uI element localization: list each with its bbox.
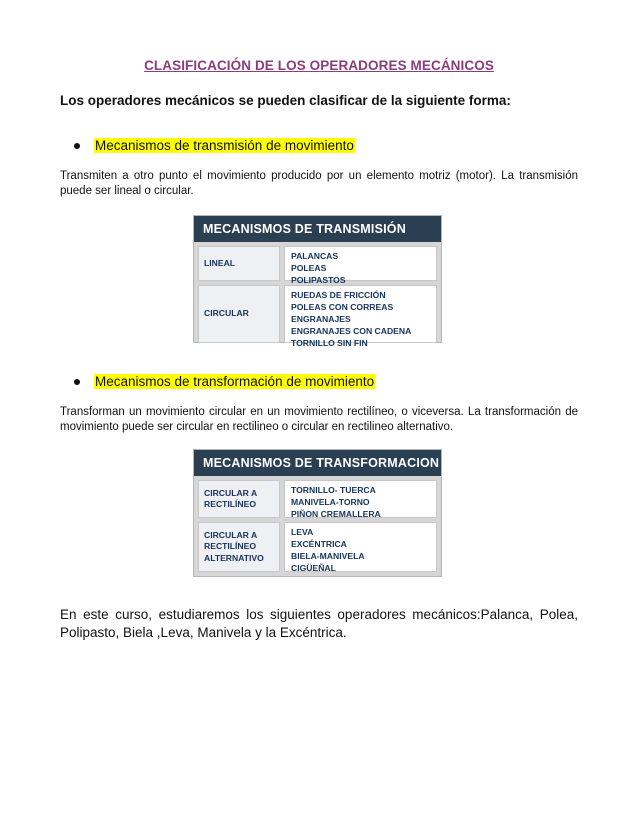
bullet-transmision xyxy=(74,138,355,153)
table-row xyxy=(198,285,437,348)
table-item: POLEAS CON CORREAS xyxy=(291,302,394,312)
table-item: RUEDAS DE FRICCIÓN xyxy=(291,290,386,300)
table-item: BIELA-MANIVELA xyxy=(291,551,365,561)
page-title: CLASIFICACIÓN DE LOS OPERADORES MECÁNICOS xyxy=(144,58,494,73)
paragraph-transmision: Transmiten a otro punto el movimiento producido por un elemento motriz (motor). La transmisión puede ser lineal o circular. xyxy=(60,170,578,197)
intro-text: Los operadores mecánicos se pueden clasificar de la siguiente forma: xyxy=(60,93,511,108)
table-items xyxy=(284,480,437,518)
table-category: LINEAL xyxy=(198,246,280,281)
table-item: POLEAS xyxy=(291,263,327,273)
table-category xyxy=(198,480,280,518)
category-line: RECTILÍNEO xyxy=(204,541,257,552)
bullet-dot-icon xyxy=(74,143,80,149)
table-item: PIÑON CREMALLERA xyxy=(291,509,381,519)
section-heading-transmision: Mecanismos de transmisión de movimiento xyxy=(95,138,354,153)
table-item: MANIVELA-TORNO xyxy=(291,497,370,507)
table-category: CIRCULAR xyxy=(198,285,280,343)
table-header: MECANISMOS DE TRANSMISIÓN xyxy=(194,216,441,242)
table-item: POLIPASTOS xyxy=(291,275,346,285)
category-line: CIRCULAR A xyxy=(204,487,258,498)
table-item: CIGÜEÑAL xyxy=(291,563,336,573)
table-row xyxy=(198,522,437,572)
table-items xyxy=(284,246,437,285)
table-item: EXCÉNTRICA xyxy=(291,539,347,549)
table-item: LEVA xyxy=(291,527,314,537)
table-row xyxy=(198,246,437,285)
table-items xyxy=(284,522,437,572)
category-line: CIRCULAR A xyxy=(204,529,258,540)
table-item: TORNILLO SIN FIN xyxy=(291,338,368,348)
category-line: ALTERNATIVO xyxy=(204,552,264,563)
table-mecanismos-transformacion xyxy=(193,449,442,577)
bullet-dot-icon xyxy=(74,379,80,385)
section-heading-transformacion: Mecanismos de transformación de movimiento xyxy=(95,374,375,389)
bullet-transformacion xyxy=(74,374,375,389)
table-item: ENGRANAJES CON CADENA xyxy=(291,326,412,336)
closing-paragraph: En este curso, estudiaremos los siguientes operadores mecánicos:Palanca, Polea, Polipasto, Biela ,Leva, Manivela y la Excéntrica. xyxy=(60,607,578,640)
category-line: RECTILÍNEO xyxy=(204,499,257,509)
table-row xyxy=(198,480,437,518)
table-mecanismos-transmision xyxy=(193,215,442,348)
table-header: MECANISMOS DE TRANSFORMACION xyxy=(194,450,441,476)
table-item: ENGRANAJES xyxy=(291,314,351,324)
table-category xyxy=(198,522,280,572)
paragraph-transformacion: Transforman un movimiento circular en un movimiento rectilíneo, o viceversa. La transformación de movimiento puede ser circular en rectilineo o circular en rectilineo alternativo. xyxy=(60,406,578,433)
table-item: PALANCAS xyxy=(291,251,339,261)
table-item: TORNILLO- TUERCA xyxy=(291,485,376,495)
table-items xyxy=(284,285,437,348)
